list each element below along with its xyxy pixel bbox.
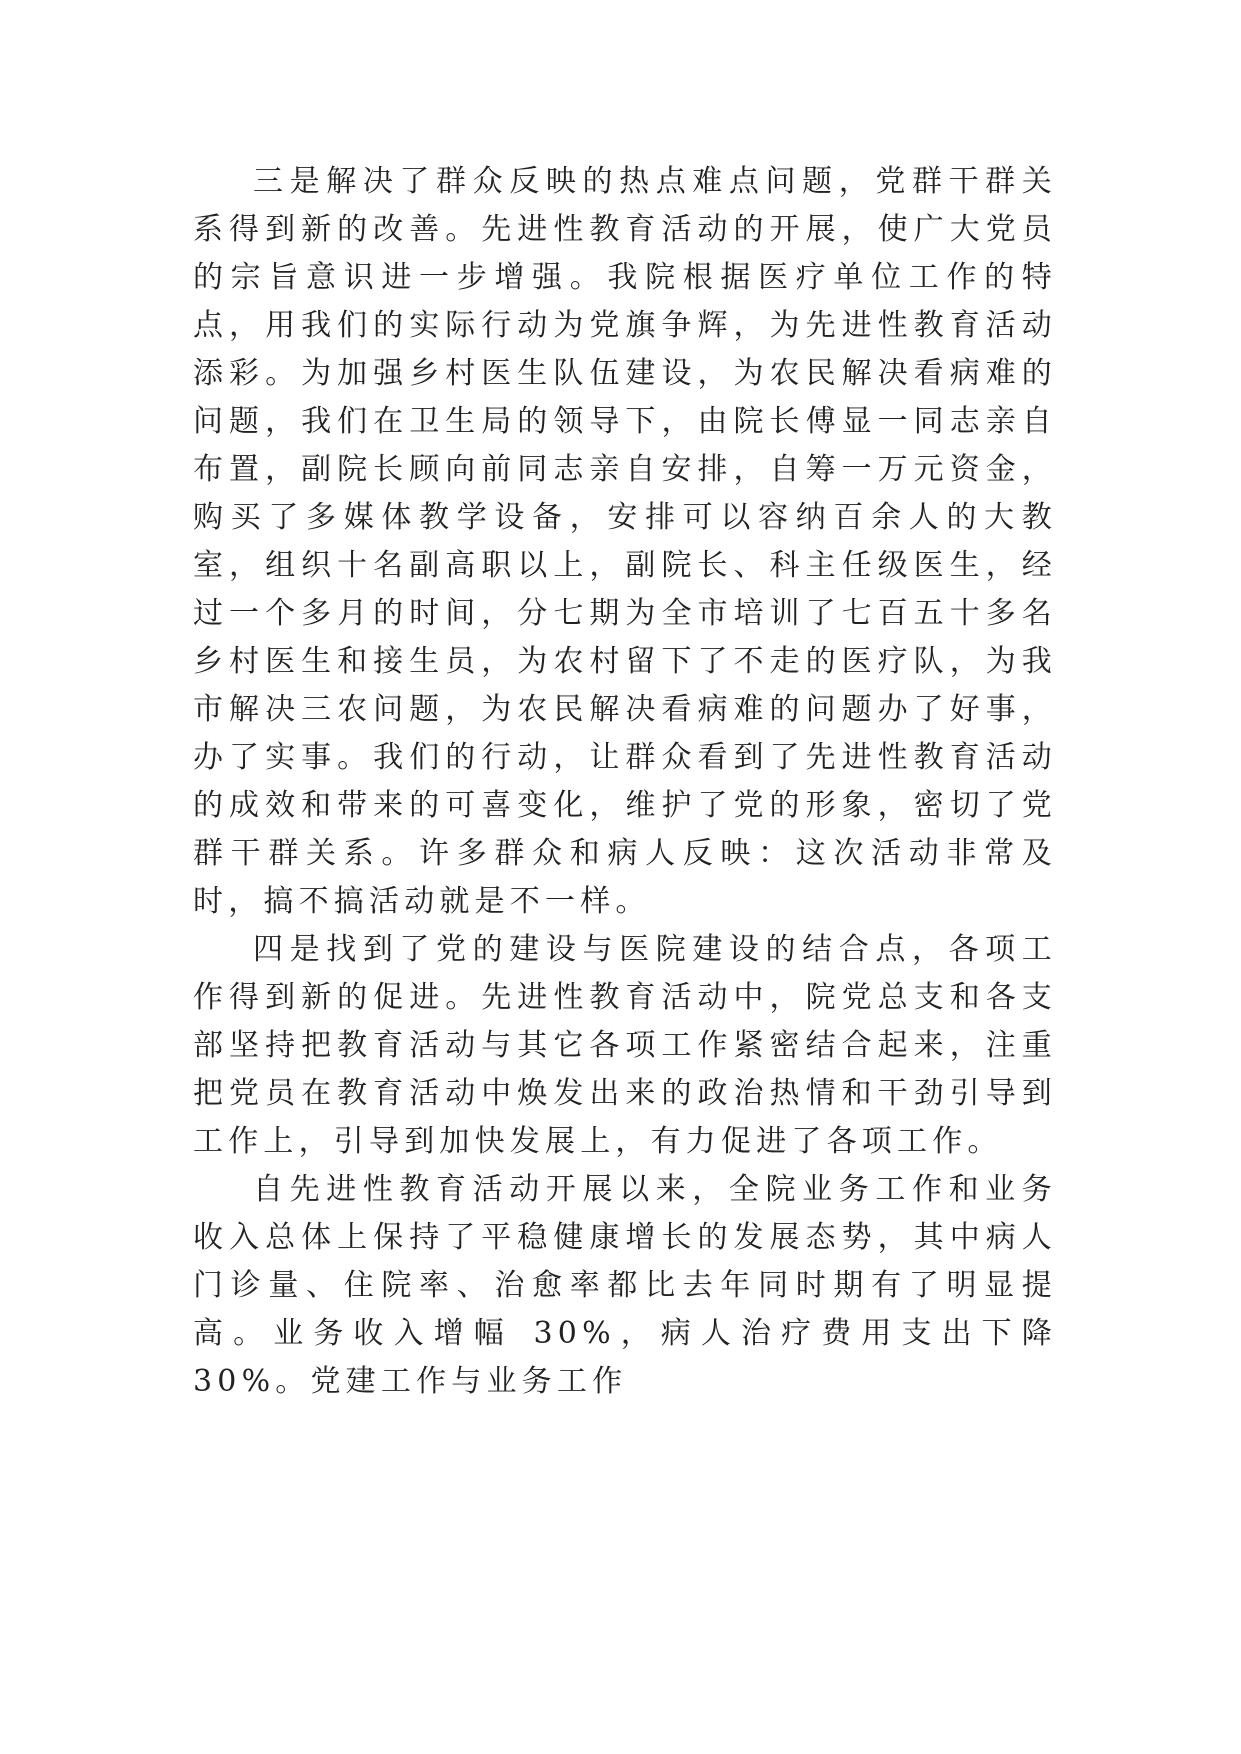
paragraph-party-building: 四是找到了党的建设与医院建设的结合点，各项工作得到新的促进。先进性教育活动中，院党总支和各支部坚持把教育活动与其它各项工作紧密结合起来，注重把党员在教育活动中焕发出来的政治热情和干劲引导到工作上，引导到加快发展上，有力促进了各项工作。 [193, 932, 1057, 1159]
paragraph-problem-solving: 三是解决了群众反映的热点难点问题，党群干群关系得到新的改善。先进性教育活动的开展，使广大党员的宗旨意识进一步增强。我院根据医疗单位工作的特点，用我们的实际行动为党旗争辉，为先进性教育活动添彩。为加强乡村医生队伍建设，为农民解决看病难的问题，我们在卫生局的领导下，由院长傅显一同志亲自布置，副院长顾向前同志亲自安排，自筹一万元资金，购买了多媒体教学设备，安排可以容纳百余人的大教室，组织十名副高职以上，副院长、科主任级医生，经过一个多月的时间，分七期为全市培训了七百五十多名乡村医生和接生员，为农村留下了不走的医疗队，为我市解决三农问题，为农民解决看病难的问题办了好事，办了实事。我们的行动，让群众看到了先进性教育活动的成效和带来的可喜变化，维护了党的形象，密切了党群干群关系。许多群众和病人反映：这次活动非常及时，搞不搞活动就是不一样。 [193, 164, 1057, 919]
body-text [193, 158, 1057, 1406]
paragraph-business-growth: 自先进性教育活动开展以来，全院业务工作和业务收入总体上保持了平稳健康增长的发展态势，其中病人门诊量、住院率、治愈率都比去年同时期有了明显提高。业务收入增幅 30%，病人治疗费用支出下降 30%。党建工作与业务工作 [193, 1172, 1057, 1399]
